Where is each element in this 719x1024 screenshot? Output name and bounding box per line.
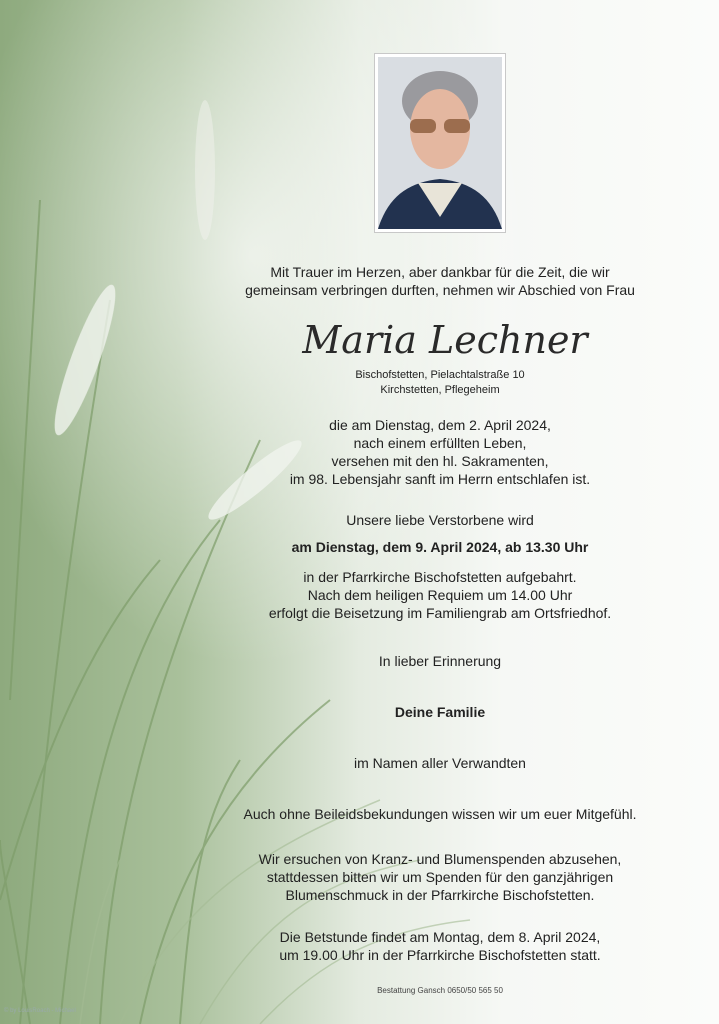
ceremony-line: Nach dem heiligen Requiem um 14.00 Uhr — [307, 587, 573, 603]
death-line: nach einem erfüllten Leben, — [353, 435, 527, 451]
deceased-name: Maria Lechner — [302, 318, 588, 362]
portrait-photo — [374, 53, 506, 233]
viewing-date: am Dienstag, dem 9. April 2024, ab 13.30 Uhr — [291, 539, 589, 555]
donation-line: Blumenschmuck in der Pfarrkirche Bischofstetten. — [285, 887, 595, 903]
prayer-line: um 19.00 Uhr in der Pfarrkirche Bischofstetten statt. — [279, 947, 601, 963]
donation-request — [200, 850, 680, 904]
intro-line: gemeinsam verbringen durften, nehmen wir Abschied von Frau — [245, 282, 635, 298]
image-credit: © by LouisRoach - Michael — [4, 1008, 76, 1014]
address-line: Bischofstetten, Pielachtalstraße 10 — [355, 369, 525, 381]
ceremony-line: erfolgt die Beisetzung im Familiengrab am Ortsfriedhof. — [268, 605, 612, 621]
relatives-text: im Namen aller Verwandten — [354, 755, 526, 771]
prayer-info — [200, 928, 680, 964]
address-line: Kirchstetten, Pflegeheim — [380, 384, 500, 396]
donation-line: stattdessen bitten wir um Spenden für den ganzjährigen — [266, 869, 614, 885]
condolence-note: Auch ohne Beileidsbekundungen wissen wir um euer Mitgefühl. — [243, 806, 637, 822]
intro-text — [200, 263, 680, 299]
death-line: versehen mit den hl. Sakramenten, — [331, 453, 549, 469]
remembrance-text: In lieber Erinnerung — [378, 653, 502, 669]
prayer-line: Die Betstunde findet am Montag, dem 8. April 2024, — [279, 929, 601, 945]
ceremony-info — [200, 568, 680, 622]
viewing-intro: Unsere liebe Verstorbene wird — [346, 512, 534, 528]
death-announcement — [200, 416, 680, 488]
death-line: im 98. Lebensjahr sanft im Herrn entschlafen ist. — [289, 471, 591, 487]
donation-line: Wir ersuchen von Kranz- und Blumenspenden abzusehen, — [258, 851, 622, 867]
ceremony-line: in der Pfarrkirche Bischofstetten aufgebahrt. — [303, 569, 577, 585]
undertaker-footer: Bestattung Gansch 0650/50 565 50 — [377, 986, 503, 995]
address-block — [200, 368, 680, 398]
death-line: die am Dienstag, dem 2. April 2024, — [329, 417, 551, 433]
intro-line: Mit Trauer im Herzen, aber dankbar für die Zeit, die wir — [270, 264, 610, 280]
family-signature: Deine Familie — [394, 704, 486, 720]
